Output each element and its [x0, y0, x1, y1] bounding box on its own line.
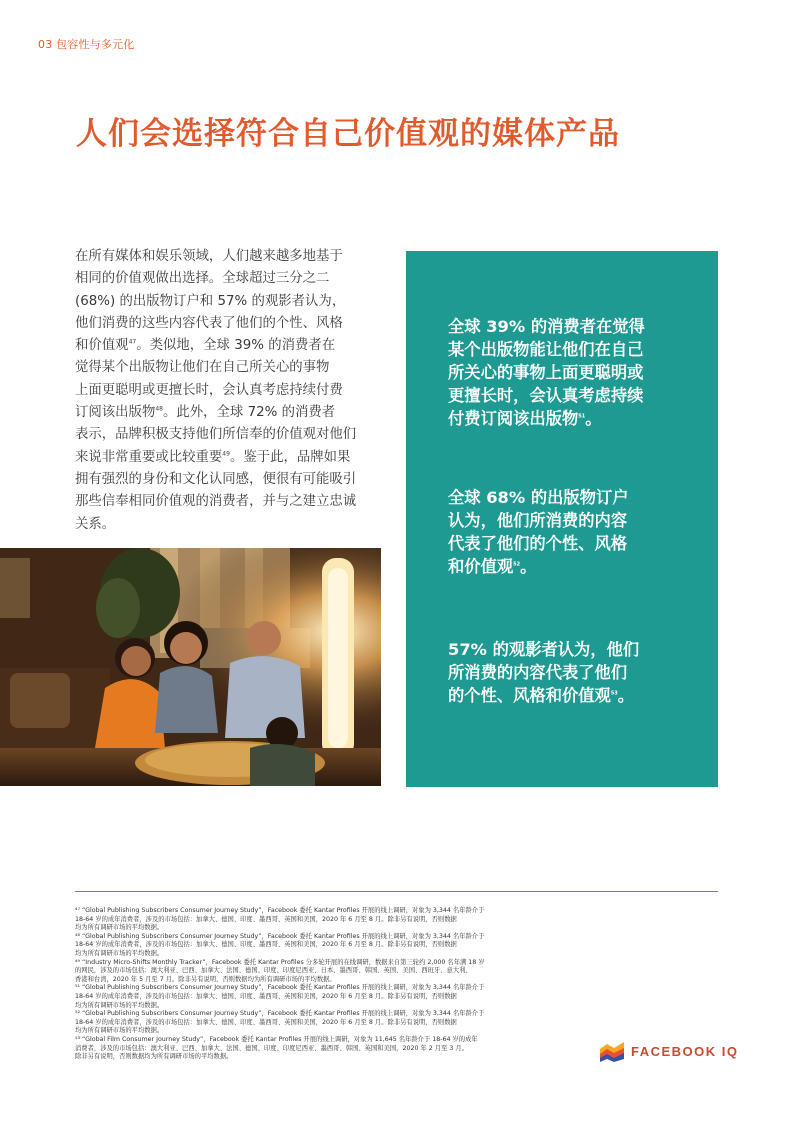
body-line-text: 他们消费的这些内容代表了他们的个性、风格 — [75, 315, 343, 331]
footnote-item — [75, 933, 575, 959]
footnote-divider — [75, 891, 718, 892]
callout-stat — [448, 315, 688, 430]
body-line-text: 订阅该出版物 — [75, 405, 156, 421]
callout-stat-text: 付费订阅该出版物 — [448, 409, 579, 428]
body-line — [75, 447, 385, 469]
body-line-text: (68%) 的出版物订户和 57% 的观影者认为， — [75, 293, 346, 309]
stats-callout-panel — [406, 251, 718, 787]
body-line-text: 。类似地，全球 39% 的消费者在 — [136, 338, 336, 354]
callout-stat-line: 全球 39% 的消费者在觉得 — [448, 317, 645, 336]
footnote-line: 均为所有调研市场的平均数据。 — [75, 949, 164, 957]
body-line-text: 。鉴于此，品牌如果 — [229, 449, 351, 465]
body-line-text: 那些信奉相同价值观的消费者，并与之建立忠诚 — [75, 494, 357, 510]
facebook-iq-logo — [599, 1039, 739, 1063]
callout-stat-line — [448, 555, 688, 578]
footnote-item — [75, 1010, 575, 1036]
footnote-line: ⁵¹ “Global Publishing Subscribers Consumer Journey Study”，Facebook 委托 Kantar Profiles 开展的线上调研，对象为 3,344 名年龄介于 — [75, 984, 485, 992]
callout-stat-line: 所消费的内容代表了他们 — [448, 663, 628, 682]
body-line-text: 上面更聪明或更擅长时，会认真考虑持续付费 — [75, 382, 343, 398]
footnote-line: 均为所有调研市场的平均数据。 — [75, 1027, 164, 1035]
footnote-line: 香港和台湾，2020 年 5 月至 7 月。除非另有说明，否则数据均为所有调研市场的平均数据。 — [75, 975, 336, 983]
footnote-line: ⁴⁹ “Industry Micro-Shifts Monthly Tracker”，Facebook 委托 Kantar Profiles 分多轮开展的在线调研，数据来自第三轮约 2,000 名年满 18 岁 — [75, 958, 485, 966]
family-photo — [0, 548, 381, 786]
body-line — [75, 357, 385, 379]
callout-stat-line: 所关心的事物上面更聪明或 — [448, 363, 644, 382]
footnote-item — [75, 984, 575, 1010]
body-line-text: 相同的价值观做出选择。全球超过三分之二 — [75, 271, 330, 287]
footnote-line: ⁴⁷ “Global Publishing Subscribers Consumer Journey Study”，Facebook 委托 Kantar Profiles 开展的线上调研，对象为 3,344 名年龄介于 — [75, 907, 485, 914]
footnote-ref: 49 — [222, 450, 230, 458]
callout-stat-text: 。 — [585, 409, 602, 428]
footnote-item — [75, 959, 575, 985]
footnote-line: 的网民，涉及的市场包括：澳大利亚、巴西、加拿大、法国、德国、印度、印度尼西亚、日本、墨西哥、韩国、英国、美国、西班牙、意大利、 — [75, 967, 472, 975]
body-line — [75, 313, 385, 335]
body-line — [75, 335, 385, 357]
body-line-text: 和价值观 — [75, 338, 129, 354]
footnote-ref: 48 — [155, 405, 163, 413]
body-line-text: 拥有强烈的身份和文化认同感，便很有可能吸引 — [75, 471, 357, 487]
body-line-text: 来说非常重要或比较重要 — [75, 449, 223, 465]
footnote-line: 18-64 岁的成年消费者，涉及的市场包括：加拿大、德国、印度、墨西哥、英国和美国，2020 年 6 月至 8 月。除非另有说明，否则数据 — [75, 992, 457, 1000]
callout-stat-line: 某个出版物能让他们在自己 — [448, 340, 644, 359]
body-line — [75, 469, 385, 491]
footnote-line: 除非另有说明，否则数据均为所有调研市场的平均数据。 — [75, 1053, 233, 1061]
callout-stat-line: 全球 68% 的出版物订户 — [448, 488, 629, 507]
callout-stat — [448, 638, 688, 707]
callout-stat-line — [448, 684, 688, 707]
body-line — [75, 291, 385, 313]
callout-stat — [448, 486, 688, 578]
body-line — [75, 424, 385, 446]
section-label: 03 包容性与多元化 — [38, 38, 135, 51]
footnote-line: ⁵³ “Global Film Consumer Journey Study”，Facebook 委托 Kantar Profiles 开展的线上调研，对象为 11,645 名年龄介于 18-64 岁的成年 — [75, 1035, 478, 1043]
callout-stat-line: 更擅长时，会认真考虑持续 — [448, 386, 644, 405]
footnote-ref: 52 — [513, 561, 521, 568]
footnote-line: 消费者，涉及的市场包括：澳大利亚、巴西、加拿大、法国、德国、印度、印度尼西亚、墨西哥、韩国、英国和美国，2020 年 2 月至 3 月。 — [75, 1044, 468, 1052]
footnote-item — [75, 907, 575, 933]
body-line — [75, 491, 385, 513]
footnote-line: ⁵² “Global Publishing Subscribers Consumer Journey Study”，Facebook 委托 Kantar Profiles 开展的线上调研，对象为 3,344 名年龄介于 — [75, 1010, 485, 1018]
footnote-line: 18-64 岁的成年消费者，涉及的市场包括：加拿大、德国、印度、墨西哥、英国和美国，2020 年 6 月至 8 月。除非另有说明，否则数据 — [75, 941, 457, 949]
callout-stat-text: 。 — [520, 557, 537, 576]
body-paragraph — [75, 246, 385, 536]
callout-stat-line: 57% 的观影者认为，他们 — [448, 640, 640, 659]
footnote-line: 均为所有调研市场的平均数据。 — [75, 924, 164, 932]
facebook-iq-logo-icon — [599, 1040, 625, 1062]
body-line-text: 表示，品牌积极支持他们所信奉的价值观对他们 — [75, 427, 357, 443]
callout-stat-line — [448, 407, 688, 430]
body-line — [75, 268, 385, 290]
footnote-line: 18-64 岁的成年消费者，涉及的市场包括：加拿大、德国、印度、墨西哥、英国和美国，2020 年 6 月至 8 月。除非另有说明，否则数据 — [75, 915, 457, 923]
callout-stat-text: 和价值观 — [448, 557, 514, 576]
page-title: 人们会选择符合自己价值观的媒体产品 — [76, 116, 620, 152]
footnote-line: 均为所有调研市场的平均数据。 — [75, 1001, 164, 1009]
footnote-ref: 51 — [578, 413, 586, 420]
body-line-text: 。此外，全球 72% 的消费者 — [162, 405, 336, 421]
footnote-ref: 47 — [128, 338, 137, 346]
callout-stat-text: 。 — [617, 686, 635, 705]
footnotes — [75, 907, 575, 1062]
footnote-item — [75, 1036, 575, 1062]
body-line — [75, 246, 385, 268]
callout-stat-text: 的个性、风格和价值观 — [448, 686, 611, 705]
body-line-text: 关系。 — [75, 516, 116, 532]
body-line — [75, 402, 385, 424]
body-line — [75, 514, 385, 536]
callout-stat-line: 代表了他们的个性、风格 — [448, 534, 628, 553]
footnote-line: 18-64 岁的成年消费者，涉及的市场包括：加拿大、德国、印度、墨西哥、英国和美国，2020 年 6 月至 8 月。除非另有说明，否则数据 — [75, 1018, 457, 1026]
body-line-text: 觉得某个出版物让他们在自己所关心的事物 — [75, 360, 330, 376]
body-line-text: 在所有媒体和娱乐领域，人们越来越多地基于 — [75, 249, 343, 264]
logo-text: FACEBOOK IQ — [631, 1043, 739, 1059]
footnote-line: ⁴⁸ “Global Publishing Subscribers Consumer Journey Study”，Facebook 委托 Kantar Profiles 开展的线上调研，对象为 3,344 名年龄介于 — [75, 932, 485, 940]
body-line — [75, 380, 385, 402]
callout-stat-line: 认为，他们所消费的内容 — [448, 511, 628, 530]
footnote-ref: 53 — [610, 690, 618, 697]
